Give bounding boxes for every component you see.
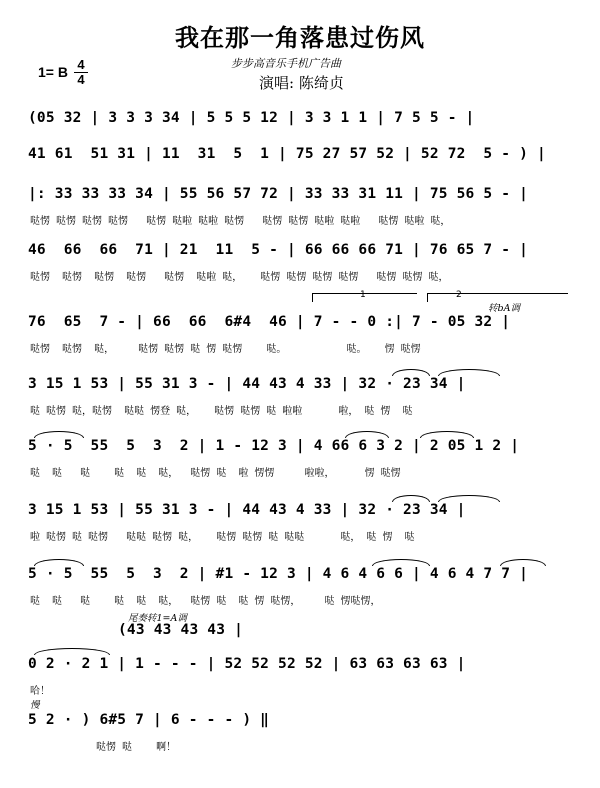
time-signature-top: 4	[77, 57, 85, 72]
tie-mark	[500, 559, 546, 566]
key-signature: 1= B	[38, 64, 68, 80]
score-row-6-notes: 3 15 1 53 | 55 31 3 - | 44 43 4 33 | 32 · 23 34 |	[28, 376, 466, 392]
score-row-3-lyrics: 哒愣 哒愣 哒愣 哒愣 哒愣 哒啦 哒啦 哒愣 哒愣 哒愣 哒啦 哒啦 哒愣 哒啦 哒，	[30, 216, 451, 227]
score-row-4-notes: 46 66 66 71 | 21 11 5 - | 66 66 66 71 | 76 65 7 - |	[28, 242, 529, 258]
tie-mark	[345, 431, 389, 438]
tie-mark	[392, 495, 430, 502]
song-title: 我在那一角落患过伤风	[175, 23, 425, 52]
score-row-9-notes: 5 · 5 55 5 3 2 | #1 - 12 3 | 4 6 4 6 6 | 4 6 4 7 7 |	[28, 566, 529, 582]
time-signature	[74, 58, 88, 87]
tempo-marking: 慢	[30, 700, 40, 711]
tie-mark	[392, 369, 430, 376]
key-change-bA: 转bA调	[488, 303, 520, 314]
score-row-6-lyrics: 哒 哒愣 哒，哒愣 哒哒 愣登 哒， 哒愣 哒愣 哒 啦啦 啦， 哒 愣 哒	[30, 406, 413, 417]
tie-mark	[420, 431, 474, 438]
score-row-5-notes: 76 65 7 - | 66 66 6#4 46 | 7 - - 0 :| 7 - 05 32 |	[28, 314, 511, 330]
tie-mark	[438, 495, 500, 502]
score-row-12-notes: 5 2 · ) 6#5 7 | 6 - - - ) ‖	[28, 712, 270, 728]
volta-number-1: 1	[360, 290, 366, 300]
score-row-11-notes: 0 2 · 2 1 | 1 - - - | 52 52 52 52 | 63 63 63 63 |	[28, 656, 466, 672]
score-row-3-notes: |: 33 33 33 34 | 55 56 57 72 | 33 33 31 11 | 75 56 5 - |	[28, 186, 529, 202]
score-row-4-lyrics: 哒愣 哒愣 哒愣 哒愣 哒愣 哒啦 哒， 哒愣 哒愣 哒愣 哒愣 哒愣 哒愣 哒，	[30, 272, 449, 283]
tie-mark	[372, 559, 430, 566]
tie-mark	[438, 369, 500, 376]
singer-credit: 演唱: 陈绮贞	[259, 74, 344, 92]
score-row-11-lyrics: 哈！	[30, 686, 50, 697]
song-subtitle: 步步高音乐手机广告曲	[231, 57, 341, 70]
score-row-5-lyrics: 哒愣 哒愣 哒， 哒愣 哒愣 哒 愣 哒愣 哒。 哒。 愣 哒愣	[30, 344, 421, 355]
score-row-8-lyrics: 啦 哒愣 哒 哒愣 哒哒 哒愣 哒， 哒愣 哒愣 哒 哒哒 哒， 哒 愣 哒	[30, 532, 415, 543]
score-row-1-notes: (05 32 | 3 3 3 34 | 5 5 5 12 | 3 3 1 1 | 7 5 5 - |	[28, 110, 475, 126]
score-row-8-notes: 3 15 1 53 | 55 31 3 - | 44 43 4 33 | 32 · 23 34 |	[28, 502, 466, 518]
score-row-9-lyrics: 哒 哒 哒 哒 哒 哒， 哒愣 哒 哒 愣 哒愣， 哒 愣哒愣，	[30, 596, 381, 607]
tie-mark	[34, 559, 84, 566]
tie-mark	[34, 431, 84, 438]
time-signature-bottom: 4	[74, 72, 88, 87]
tie-mark	[34, 648, 110, 655]
score-row-12-lyrics: 哒愣 哒 啊！	[96, 742, 177, 753]
score-row-7-notes: 5 · 5 55 5 3 2 | 1 - 12 3 | 4 66 6 3 2 | 2 05 1 2 |	[28, 438, 520, 454]
volta-number-2: 2	[456, 290, 462, 300]
coda-key-change: 尾奏转1=A调	[128, 613, 187, 624]
score-row-2-notes: 41 61 51 31 | 11 31 5 1 | 75 27 57 52 | 52 72 5 - ) |	[28, 146, 546, 162]
score-row-10-notes: (43 43 43 43 |	[118, 622, 244, 638]
score-row-7-lyrics: 哒 哒 哒 哒 哒 哒， 哒愣 哒 啦 愣愣 啦啦， 愣 哒愣	[30, 468, 401, 479]
